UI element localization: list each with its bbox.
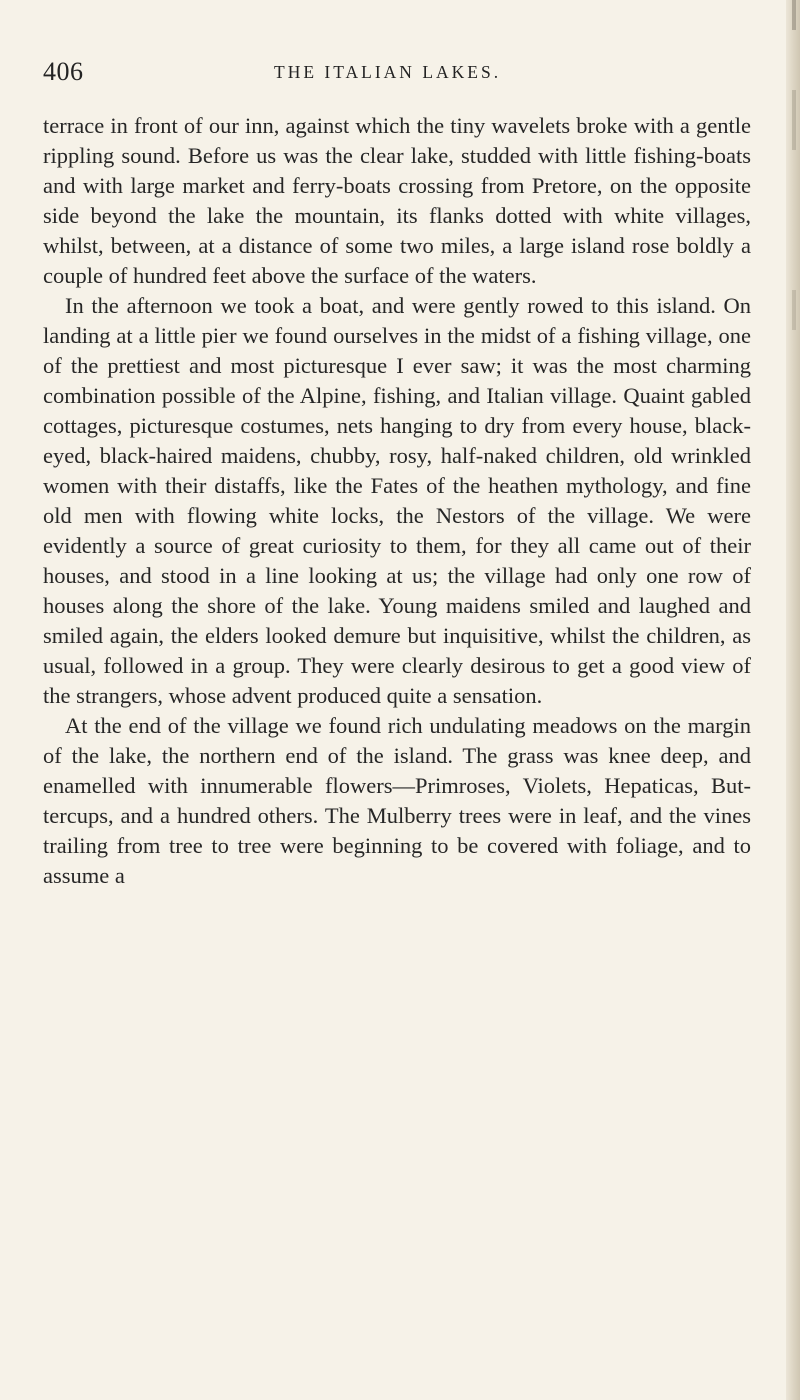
body-text: [43, 111, 751, 891]
page-header: [43, 57, 753, 97]
paragraph: terrace in front of our inn, against which the tiny wavelets broke with a gentle rippling sound. Before us was the clear lake, studded with little fishing-boats and with large market and ferry-boats crossing from Pretore, on the opposite side beyond the lake the mountain, its flanks dotted with white villages, whilst, between, at a distance of some two miles, a large island rose boldly a couple of hundred feet above the surface of the waters.: [43, 113, 751, 288]
paragraph: At the end of the village we found rich undulating meadows on the margin of the lake, the northern end of the island. The grass was knee deep, and enamelled with innumerable flowers—Primroses, Violets, Hepaticas, Buttercups, and a hundred others. The Mulberry trees were in leaf, and the vines trailing from tree to tree were beginning to be covered with foliage, and to assume a: [43, 713, 751, 888]
page-edge: [786, 0, 800, 1400]
edge-shadow: [792, 90, 796, 150]
edge-shadow: [792, 0, 796, 30]
edge-shadow: [792, 290, 796, 330]
paragraph: In the afternoon we took a boat, and were gently rowed to this island. On landing at a little pier we found ourselves in the midst of a fishing village, one of the prettiest and most picturesque I ever saw; it was the most charming combination possible of the Alpine, fishing, and Italian village. Quaint gabled cottages, picturesque costumes, nets hanging to dry from every house, black-eyed, black-haired maidens, chubby, rosy, half-naked children, old wrinkled women with their distaffs, like the Fates of the heathen mythology, and fine old men with flowing white locks, the Nestors of the village. We were evidently a source of great curiosity to them, for they all came out of their houses, and stood in a line looking at us; the village had only one row of houses along the shore of the lake. Young maidens smiled and laughed and smiled again, the elders looked demure but inquisitive, whilst the children, as usual, followed in a group. They were clearly desirous to get a good view of the strangers, whose advent produced quite a sensation.: [43, 293, 751, 708]
running-title: THE ITALIAN LAKES.: [274, 62, 502, 82]
page-number: 406: [43, 57, 84, 86]
